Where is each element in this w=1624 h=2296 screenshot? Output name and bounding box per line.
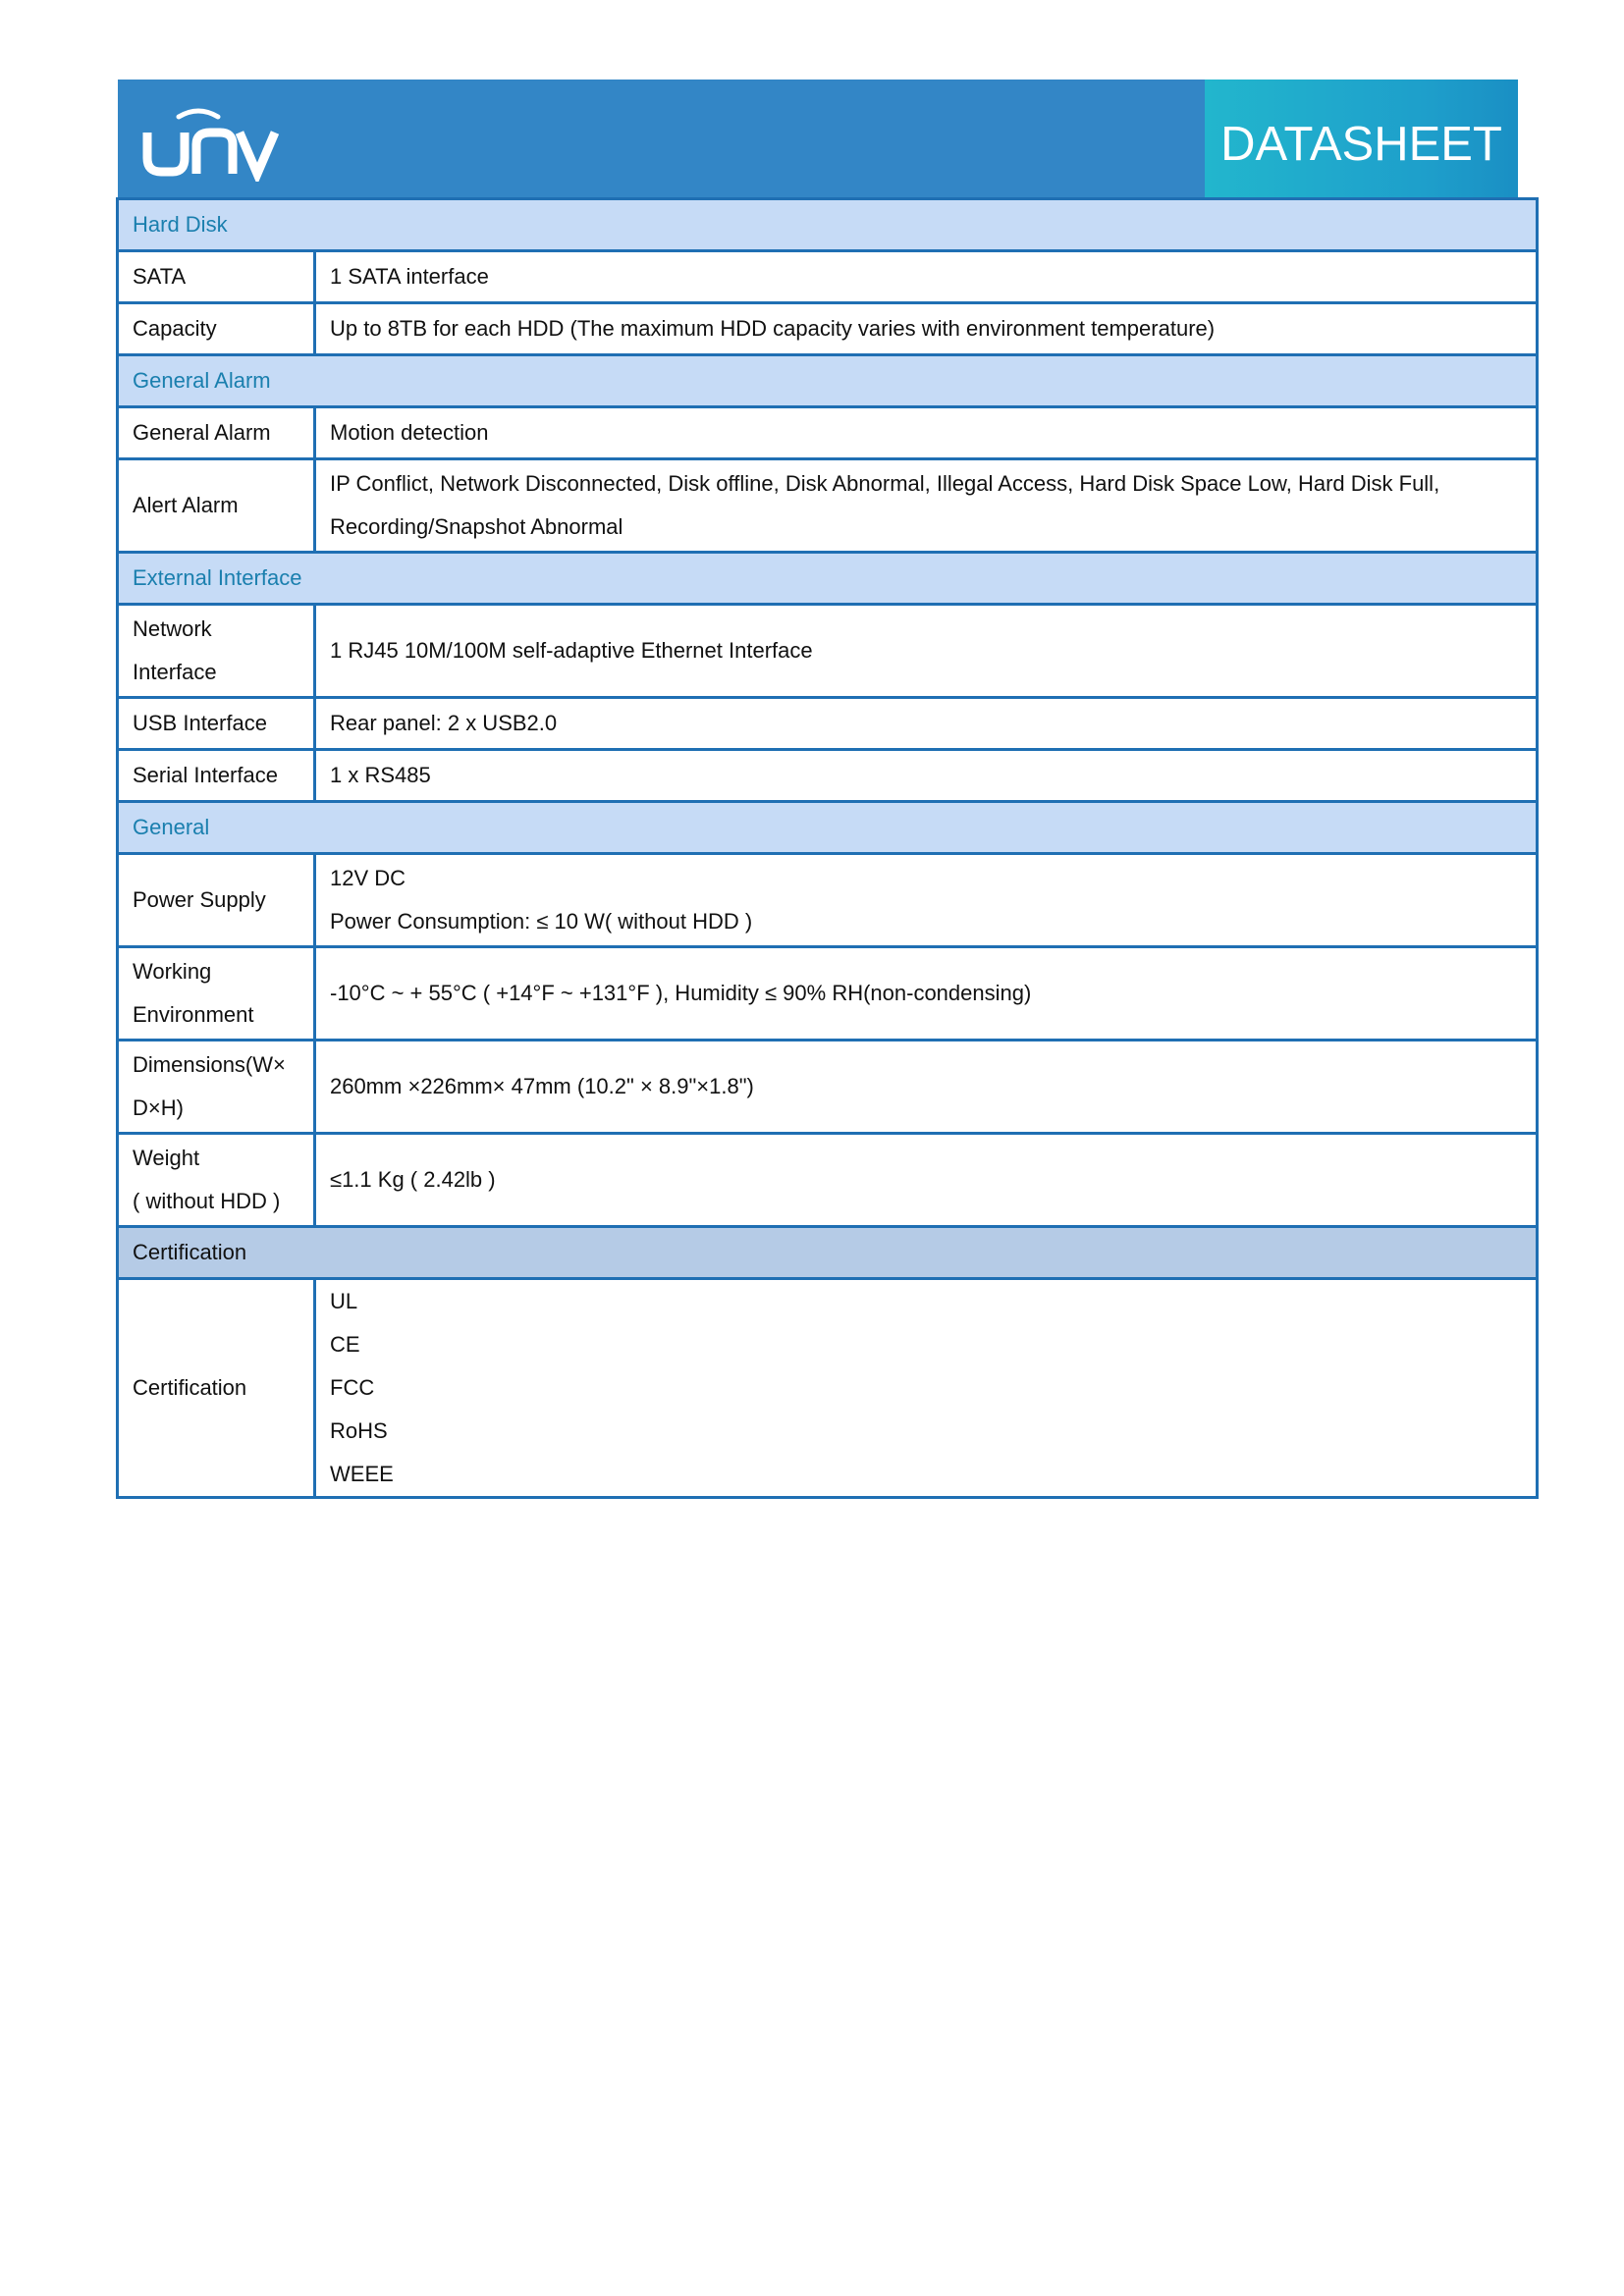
cert-item: WEEE	[330, 1462, 394, 1486]
table-row	[118, 698, 1538, 750]
row-label: Alert Alarm	[118, 459, 315, 553]
section-certification	[118, 1227, 1538, 1279]
table-row	[118, 1041, 1538, 1134]
row-value: Motion detection	[315, 407, 1538, 459]
label-line: Working	[133, 959, 212, 984]
row-value: Up to 8TB for each HDD (The maximum HDD capacity varies with environment temperature)	[315, 303, 1538, 355]
row-value: 1 SATA interface	[315, 251, 1538, 303]
section-title: General	[118, 802, 1538, 854]
section-external-interface	[118, 553, 1538, 605]
value-line: 12V DC	[330, 866, 406, 890]
label-line: Interface	[133, 660, 217, 684]
datasheet-title-box	[1205, 80, 1518, 198]
section-title: General Alarm	[118, 355, 1538, 407]
label-line: Environment	[133, 1002, 254, 1027]
row-label	[118, 605, 315, 698]
value-line: IP Conflict, Network Disconnected, Disk offline, Disk Abnormal, Illegal Access, Hard Disk Space Low, Hard Disk Full,	[330, 471, 1440, 496]
cert-item: RoHS	[330, 1418, 388, 1443]
unv-logo-icon	[139, 103, 287, 182]
table-row	[118, 750, 1538, 802]
row-label: Serial Interface	[118, 750, 315, 802]
table-row	[118, 947, 1538, 1041]
section-title: Hard Disk	[118, 199, 1538, 251]
row-label	[118, 1041, 315, 1134]
cert-item: UL	[330, 1289, 358, 1313]
table-row	[118, 605, 1538, 698]
spec-table	[116, 197, 1539, 1499]
row-label	[118, 947, 315, 1041]
row-value	[315, 854, 1538, 947]
label-line: ( without HDD )	[133, 1189, 281, 1213]
section-general-alarm	[118, 355, 1538, 407]
section-general	[118, 802, 1538, 854]
row-value: -10°C ~ + 55°C ( +14°F ~ +131°F ), Humidity ≤ 90% RH(non-condensing)	[315, 947, 1538, 1041]
row-value: 1 x RS485	[315, 750, 1538, 802]
label-line: D×H)	[133, 1095, 184, 1120]
row-label	[118, 1134, 315, 1227]
row-value: 260mm ×226mm× 47mm (10.2" × 8.9"×1.8")	[315, 1041, 1538, 1134]
value-line: Power Consumption: ≤ 10 W( without HDD )	[330, 909, 753, 934]
row-label: SATA	[118, 251, 315, 303]
row-label: USB Interface	[118, 698, 315, 750]
datasheet-title: DATASHEET	[1220, 118, 1502, 171]
row-label: Certification	[118, 1279, 315, 1498]
section-title: External Interface	[118, 553, 1538, 605]
row-label: Capacity	[118, 303, 315, 355]
cert-item: CE	[330, 1332, 360, 1357]
row-value	[315, 459, 1538, 553]
section-title: Certification	[118, 1227, 1538, 1279]
row-value: Rear panel: 2 x USB2.0	[315, 698, 1538, 750]
section-hard-disk	[118, 199, 1538, 251]
label-line: Network	[133, 616, 212, 641]
value-line: Recording/Snapshot Abnormal	[330, 514, 623, 539]
row-value: ≤1.1 Kg ( 2.42lb )	[315, 1134, 1538, 1227]
table-row	[118, 303, 1538, 355]
row-label: General Alarm	[118, 407, 315, 459]
table-row	[118, 251, 1538, 303]
table-row	[118, 407, 1538, 459]
table-row	[118, 1279, 1538, 1498]
table-row	[118, 459, 1538, 553]
row-value	[315, 1279, 1538, 1498]
label-line: Dimensions(W×	[133, 1052, 286, 1077]
row-value: 1 RJ45 10M/100M self-adaptive Ethernet Interface	[315, 605, 1538, 698]
row-label: Power Supply	[118, 854, 315, 947]
table-row	[118, 854, 1538, 947]
table-row	[118, 1134, 1538, 1227]
cert-item: FCC	[330, 1375, 375, 1400]
label-line: Weight	[133, 1146, 200, 1170]
datasheet-header	[118, 80, 1518, 198]
